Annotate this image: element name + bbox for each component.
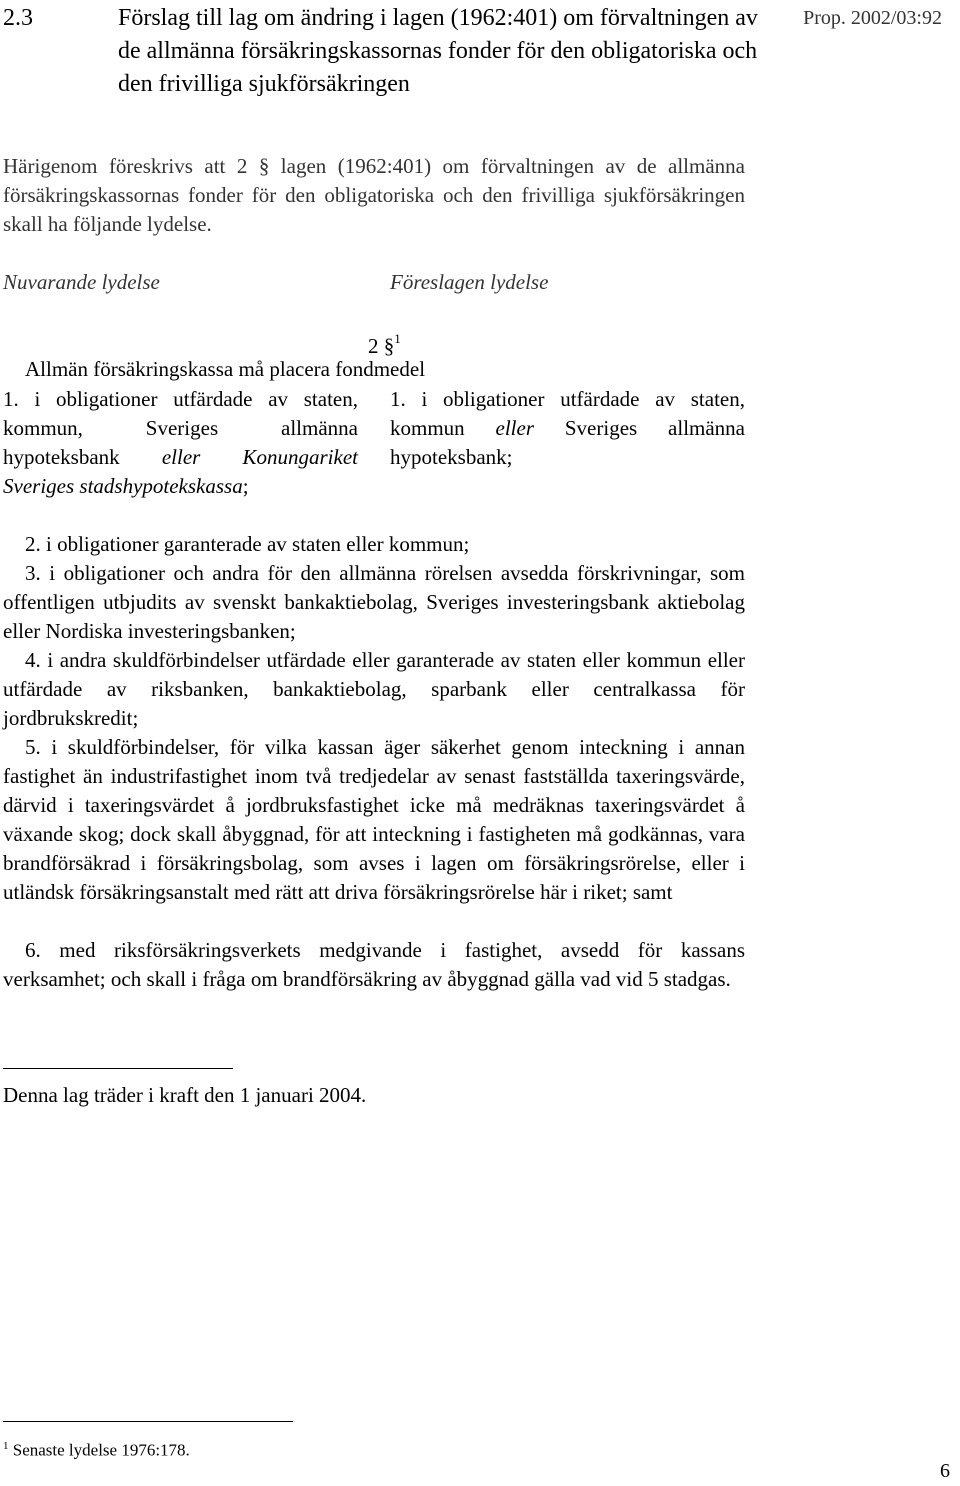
paragraph-sign: 2 § <box>368 334 395 358</box>
paragraph-title: Allmän försäkringskassa må placera fondmedel <box>25 357 426 381</box>
current-item-1-emphasis: eller <box>161 445 201 469</box>
current-item-1-removed: Konungariket Sveriges stadshypotekskassa <box>3 445 358 498</box>
current-wording-heading: Nuvarande lydelse <box>3 270 160 294</box>
page-number: 6 <box>940 1460 950 1482</box>
divider-rule <box>3 1068 233 1069</box>
proposed-item-1-rest: Sveriges allmänna hypoteksbank; <box>390 416 746 469</box>
footnote <box>3 1432 190 1465</box>
current-item-1-end: ; <box>242 474 249 498</box>
current-item-1 <box>3 385 358 501</box>
proposed-item-1-emphasis: eller <box>495 416 535 440</box>
current-item-1-space <box>200 445 242 469</box>
list-item-6: 6. med riksförsäkringsverkets medgivande i fastighet, avsedd för kassans verksamhet; och skall i fråga om brandförsäkring av åbyggnad gälla vad vid 5 stadgas. <box>3 938 745 991</box>
intro-paragraph: Härigenom föreskrivs att 2 § lagen (1962:401) om förvaltningen av de allmänna försäkringskassornas fonder för den obligatoriska och den frivilliga sjukförsäkringen skall ha följande lydelse. <box>3 154 745 236</box>
section-number: 2.3 <box>3 5 33 31</box>
proposed-wording-heading: Föreslagen lydelse <box>390 270 549 294</box>
law-title: Förslag till lag om ändring i lagen (1962:401) om förvaltningen av de allmänna försäkringskassornas fonder för den obligatoriska och den frivilliga sjukförsäkringen <box>118 5 758 97</box>
footnote-text: Senaste lydelse 1976:178. <box>12 1440 190 1460</box>
list-item-3: 3. i obligationer och andra för den allmänna rörelsen avsedda förskrivningar, som offentligen utbjudits av svenskt bankaktiebolag, Sveriges investeringsbank aktiebolag eller Nordiska investeringsbanken; <box>3 561 745 643</box>
list-item-5: 5. i skuldförbindelser, för vilka kassan äger säkerhet genom inteckning i annan fastighet än industrifastighet inom två tredjedelar av senast fastställda taxeringsvärde, därvid i taxeringsvärdet å jordbruksfastighet icke må medräknas taxeringsvärdet å växande skog; dock skall åbyggnad, för att inteckning i fastigheten må godkännas, vara brandförsäkrad i försäkringsbolag, som avses i lagen om försäkringsrörelse, eller i utländsk försäkringsanstalt med rätt att driva försäkringsrörelse här i riket; samt <box>3 735 745 904</box>
footnote-rule <box>3 1421 293 1422</box>
footnote-ref: 1 <box>394 331 401 346</box>
proposed-item-1 <box>390 385 745 472</box>
list-item-2: 2. i obligationer garanterade av staten eller kommun; <box>25 532 470 556</box>
current-item-1-text: 1. i obligationer utfärdade av staten, kommun, Sveriges allmänna hypoteksbank <box>3 387 358 469</box>
effective-date: Denna lag träder i kraft den 1 januari 2004. <box>3 1083 367 1107</box>
prop-reference: Prop. 2002/03:92 <box>803 7 942 29</box>
footnote-mark: 1 <box>3 1440 9 1452</box>
proposed-item-1-text: 1. i obligationer utfärdade av staten, kommun <box>390 387 745 440</box>
list-item-4: 4. i andra skuldförbindelser utfärdade eller garanterade av staten eller kommun eller utfärdade av riksbanken, bankaktiebolag, sparbank eller centralkassa för jordbrukskredit; <box>3 648 745 730</box>
